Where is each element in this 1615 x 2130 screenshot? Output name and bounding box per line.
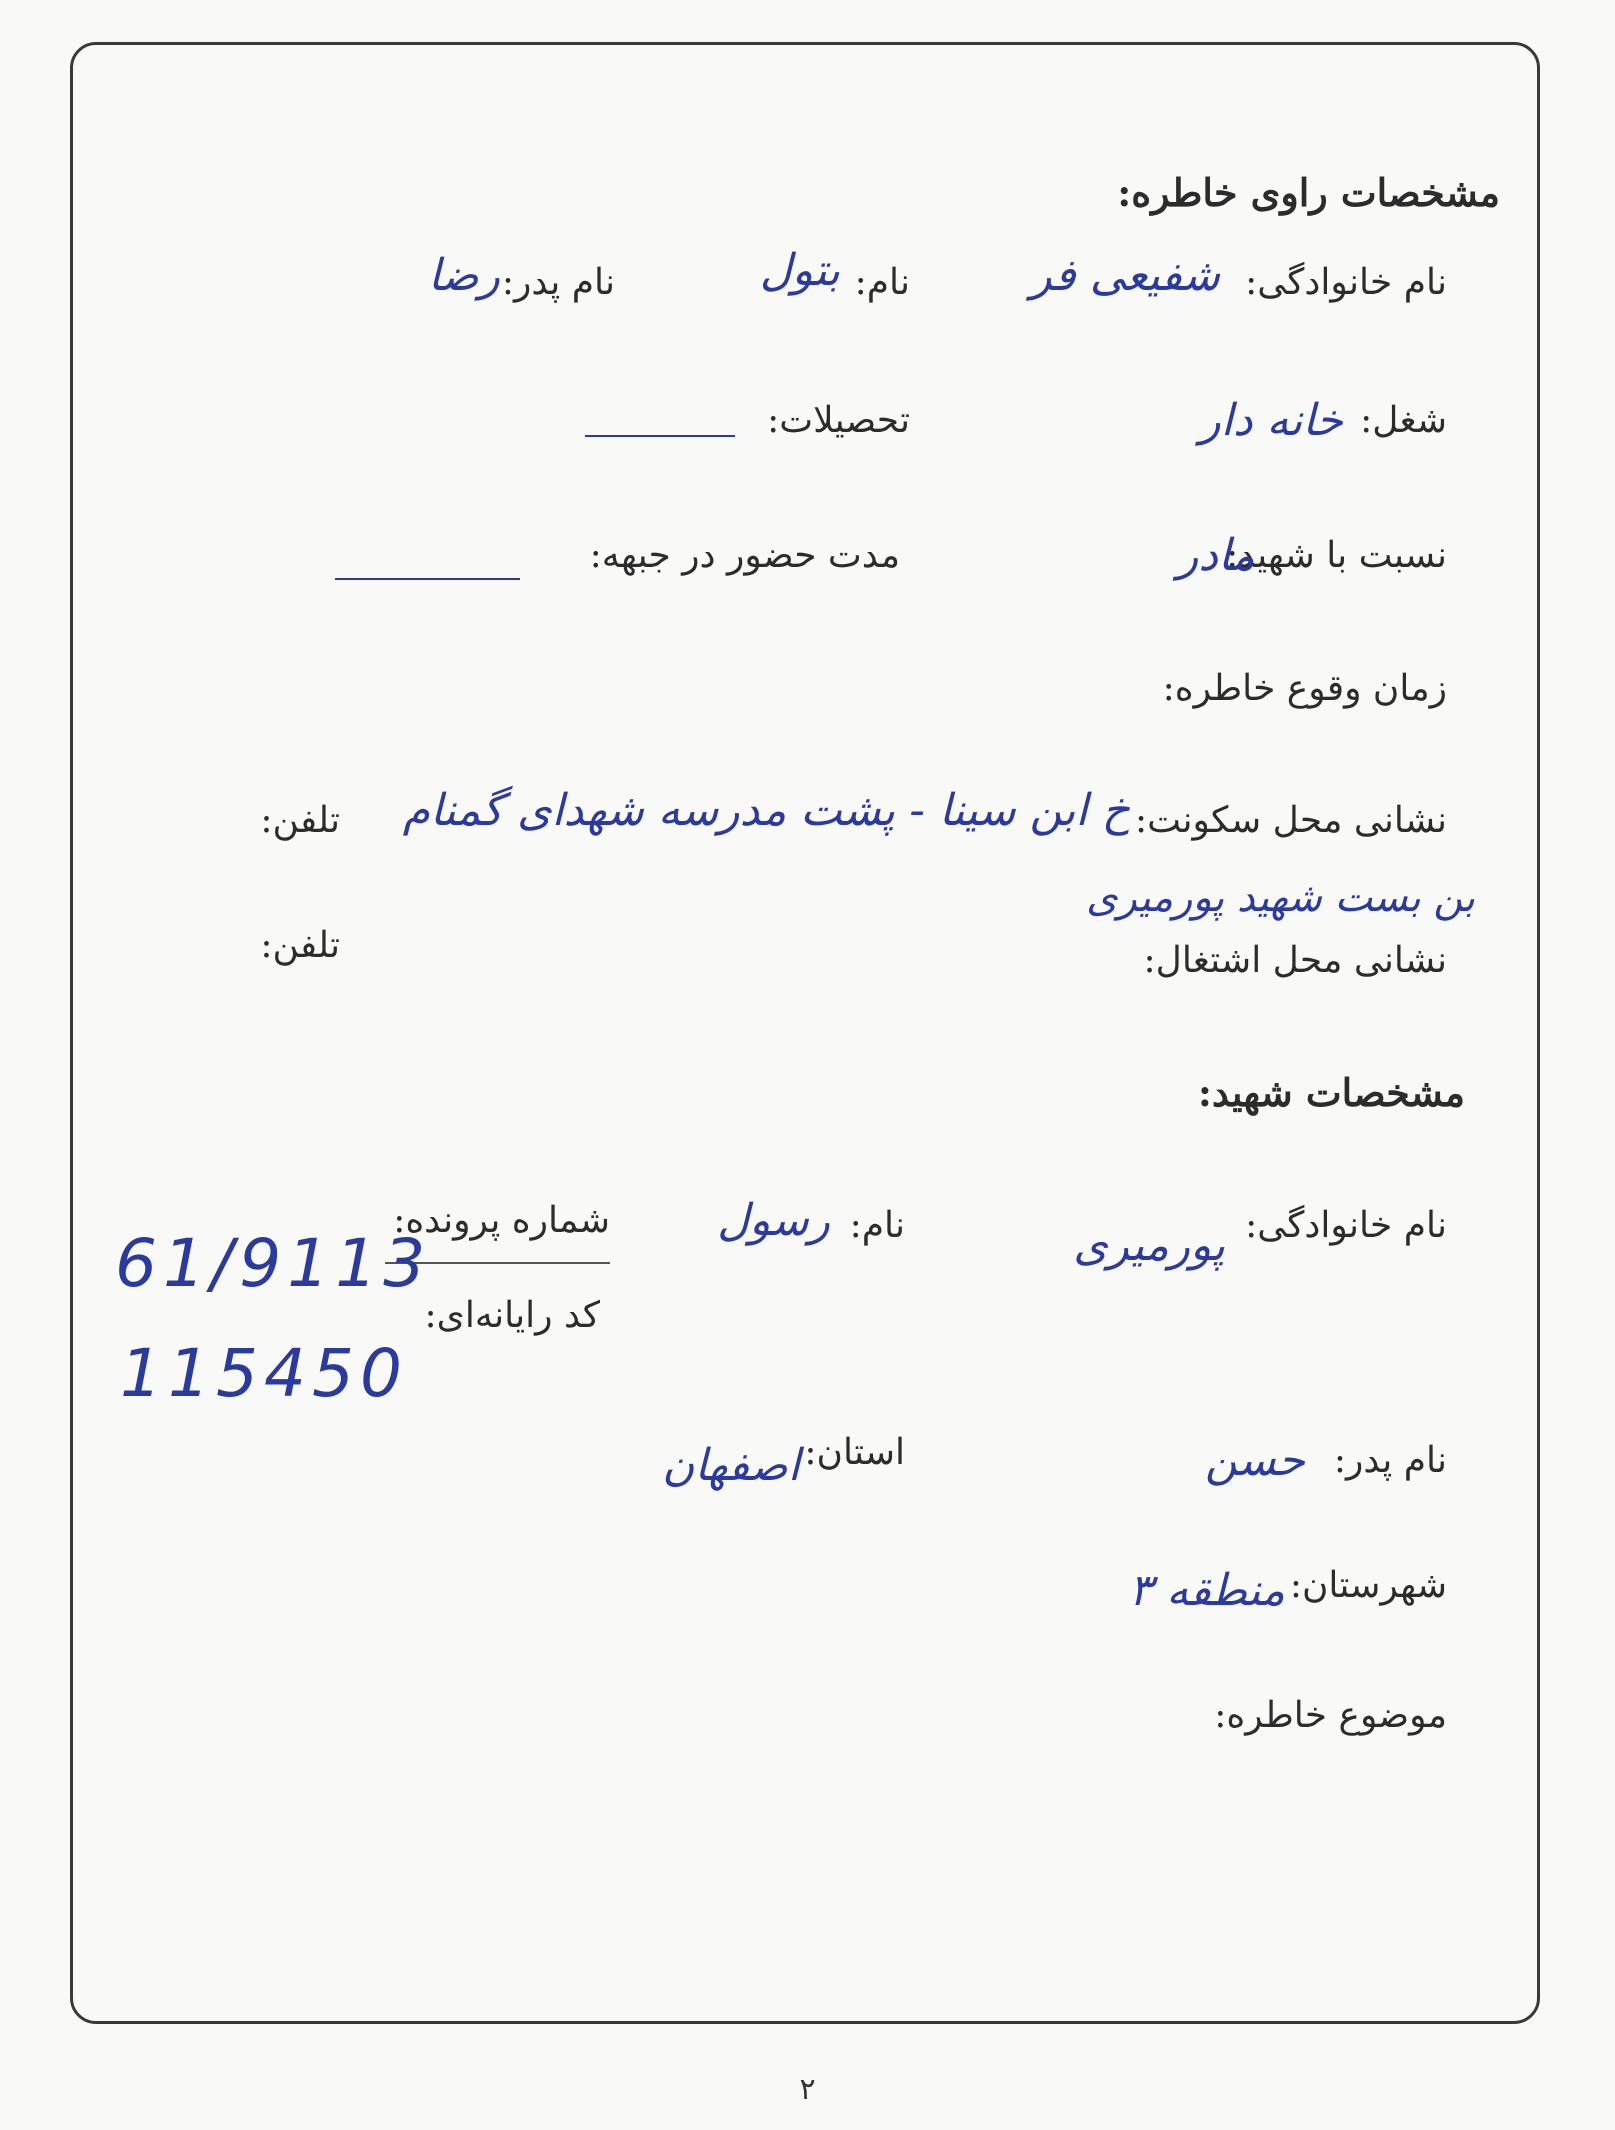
memory-subject-label: موضوع خاطره: [1214,1695,1447,1736]
memory-time-label: زمان وقوع خاطره: [1162,668,1447,709]
narrator-job-value: خانه دار [1199,395,1343,446]
file-number-value: 61/9113 [115,1225,432,1302]
martyr-heading: مشخصات شهید: [1197,1070,1465,1115]
city-value: منطقه ۳ [1128,1565,1285,1616]
martyr-first-name-value: رسول [717,1195,830,1246]
computer-code-value: 115450 [120,1335,408,1412]
front-duration-blank-line [335,578,520,580]
work-phone-label: تلفن: [260,925,340,966]
narrator-relation-value: مادر [1177,530,1255,581]
narrator-heading: مشخصات راوی خاطره: [1117,170,1500,215]
province-label: استان: [804,1432,905,1473]
narrator-education-label: تحصیلات: [767,400,910,441]
martyr-father-value: حسن [1205,1435,1305,1486]
narrator-father-value: رضا [427,250,500,301]
home-address-value: خ ابن سینا - پشت مدرسه شهدای گمنام [402,785,1130,836]
narrator-first-name-label: نام: [854,262,910,303]
narrator-last-name-label: نام خانوادگی: [1245,262,1447,303]
computer-code-label: کد رایانه‌ای: [424,1295,600,1336]
home-address-value-2: بن بست شهید پورمیری [1086,875,1475,921]
narrator-job-label: شغل: [1360,400,1447,441]
province-value: اصفهان [662,1440,800,1491]
work-address-label: نشانی محل اشتغال: [1143,940,1447,981]
education-blank-line [585,435,735,437]
home-phone-label: تلفن: [260,800,340,841]
narrator-relation-label: نسبت با شهید: [1226,535,1447,576]
martyr-last-name-value: پورمیری [1073,1220,1225,1271]
martyr-last-name-label: نام خانوادگی: [1245,1205,1447,1246]
narrator-father-label: نام پدر: [501,262,615,303]
front-duration-label: مدت حضور در جبهه: [589,535,900,576]
martyr-first-name-label: نام: [849,1205,905,1246]
page-number: ۲ [799,2072,816,2107]
narrator-first-name-value: بتول [759,245,840,296]
narrator-last-name-value: شفیعی فر [1030,250,1220,301]
home-address-label: نشانی محل سکونت: [1135,800,1447,841]
city-label: شهرستان: [1289,1565,1447,1606]
file-number-label: شماره پرونده: [393,1200,610,1241]
martyr-father-label: نام پدر: [1333,1440,1447,1481]
